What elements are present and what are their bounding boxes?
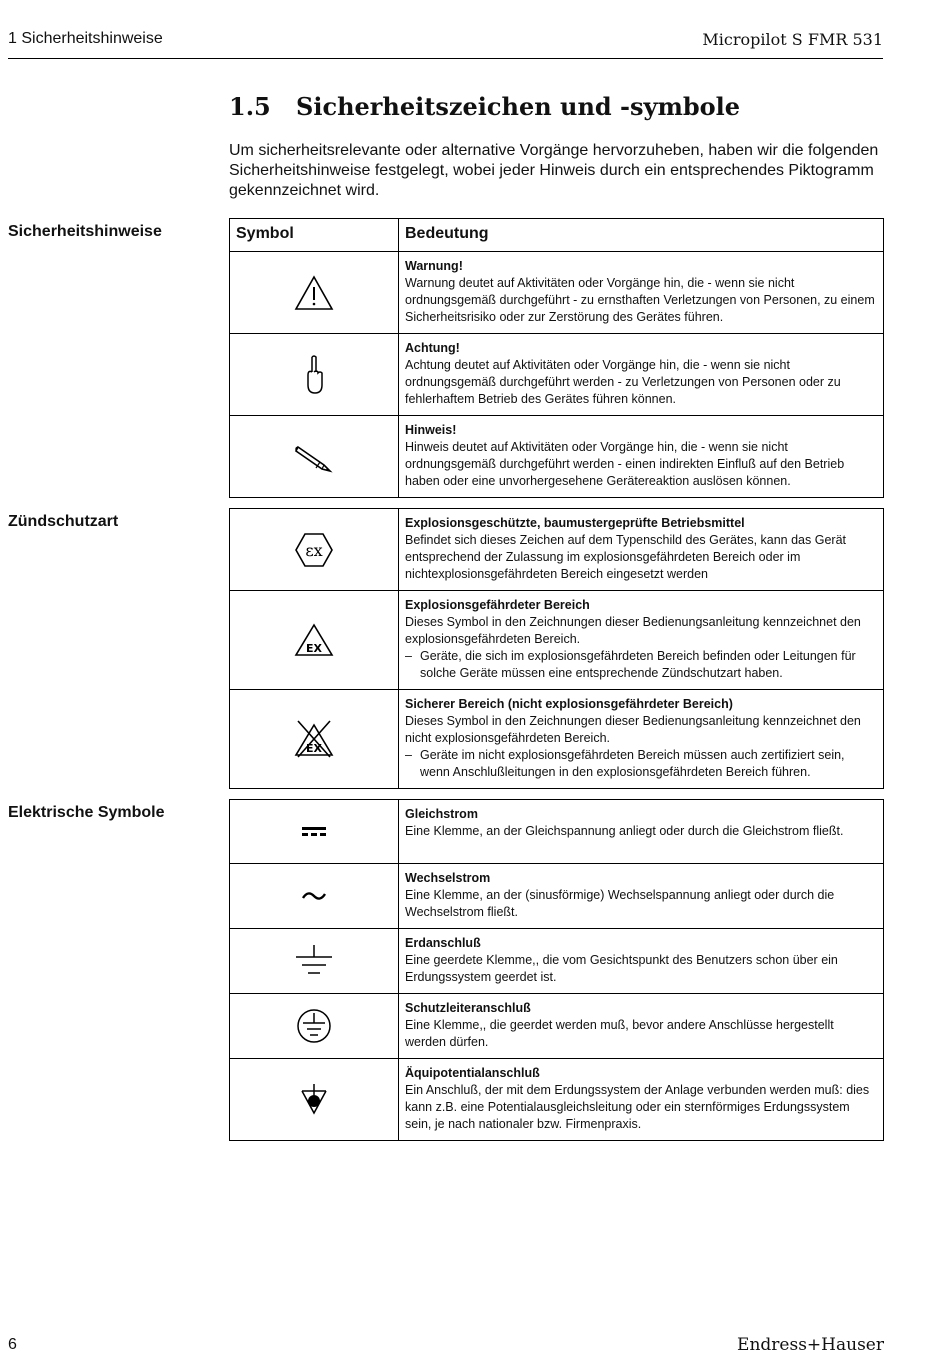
row-text: Eine Klemme, an der (sinusförmige) Wechselspannung anliegt oder durch die Wechselstrom fließt. <box>405 888 835 919</box>
alternating-current-icon <box>230 864 399 929</box>
row-text: Dieses Symbol in den Zeichnungen dieser Bedienungsanleitung kennzeichnet den nicht explosionsgefährdeten Bereich. <box>405 714 861 745</box>
table-row <box>230 416 884 498</box>
row-title: Explosionsgeschützte, baumustergeprüfte Betriebsmittel <box>405 516 745 530</box>
intro-paragraph: Um sicherheitsrelevante oder alternative Vorgänge hervorzuheben, haben wir die folgenden Sicherheitshinweise festgelegt, wobei jeder Hinweis durch ein entsprechendes Piktogramm gekennzeichnet wird. <box>229 142 879 199</box>
pencil-note-icon <box>230 416 399 498</box>
row-title: Wechselstrom <box>405 871 491 885</box>
safety-table <box>229 218 884 498</box>
header-chapter: 1 Sicherheitshinweise <box>8 30 163 47</box>
table-row <box>230 690 884 789</box>
header-product: Micropilot S FMR 531 <box>702 30 883 49</box>
attention-hand-icon <box>230 334 399 416</box>
row-text: Warnung deutet auf Aktivitäten oder Vorgänge hin, die - wenn sie nicht ordnungsgemäß durchgeführt - zu ernsthaften Verletzungen von Personen, zu einem Sicherheitsrisiko oder zur Zerstörung des Gerätes führen. <box>405 276 875 324</box>
row-text: Eine geerdete Klemme,, die vom Gesichtspunkt des Benutzers schon über ein Erdungssystem geerdet ist. <box>405 953 838 984</box>
row-text: Dieses Symbol in den Zeichnungen dieser Bedienungsanleitung kennzeichnet den explosionsgefährdeten Bereich. <box>405 615 861 646</box>
side-label-safety: Sicherheitshinweise <box>8 223 162 240</box>
table-row <box>230 591 884 690</box>
ground-icon <box>230 929 399 994</box>
table-row <box>230 800 884 864</box>
equipotential-icon <box>230 1059 399 1141</box>
header-symbol: Symbol <box>230 219 399 252</box>
ignition-table <box>229 508 884 789</box>
row-bullet: – Geräte, die sich im explosionsgefährdeten Bereich befinden oder Leitungen für solche Geräte müssen eine entsprechende Zündschutzart haben. <box>405 649 856 680</box>
table-row <box>230 334 884 416</box>
row-text: Ein Anschluß, der mit dem Erdungssystem der Anlage verbunden werden muß: dies kann z.B. eine Potentialausgleichsleitung oder ein sternförmiges Erdungssystem sein, je nach nationaler bzw. Firmenpraxis. <box>405 1083 870 1131</box>
table-row <box>230 1059 884 1141</box>
row-text: Hinweis deutet auf Aktivitäten oder Vorgänge hin, die - wenn sie nicht ordnungsgemäß durchgeführt werden - einen indirekten Einfluß auf den Betrieb haben oder eine unvorhergesehene Gerätereaktion auslösen können. <box>405 440 845 488</box>
row-title: Hinweis! <box>405 423 457 437</box>
row-bullet: – Geräte im nicht explosionsgefährdeten Bereich müssen auch zertifiziert sein, wenn Anschlußleitungen in den explosionsgefährdeten Bereich führen. <box>405 748 845 779</box>
page-header <box>8 28 883 59</box>
section-title <box>229 92 740 121</box>
ex-triangle-crossed-icon <box>230 690 399 789</box>
table-row <box>230 509 884 591</box>
table-row <box>230 252 884 334</box>
section-number: 1.5 <box>229 92 271 121</box>
row-text: Eine Klemme, an der Gleichspannung anliegt oder durch die Gleichstrom fließt. <box>405 824 844 838</box>
side-label-electrical: Elektrische Symbole <box>8 804 165 821</box>
table-row <box>230 994 884 1059</box>
protective-earth-icon <box>230 994 399 1059</box>
ex-triangle-icon <box>230 591 399 690</box>
direct-current-icon <box>230 800 399 864</box>
table-row <box>230 929 884 994</box>
svg-text:εx: εx <box>305 540 323 560</box>
row-text: Befindet sich dieses Zeichen auf dem Typenschild des Gerätes, kann das Gerät entsprechend der Zulassung im explosionsgefährdeten Bereich oder im nichtexplosionsgefährdeten Bereich eingesetzt werden <box>405 533 846 581</box>
ex-hexagon-icon <box>230 509 399 591</box>
warning-triangle-icon <box>230 252 399 334</box>
electrical-table <box>229 799 884 1141</box>
row-title: Erdanschluß <box>405 936 481 950</box>
row-title: Achtung! <box>405 341 460 355</box>
row-title: Gleichstrom <box>405 807 478 821</box>
row-title: Explosionsgefährdeter Bereich <box>405 598 590 612</box>
table-row <box>230 864 884 929</box>
row-text: Eine Klemme,, die geerdet werden muß, bevor andere Anschlüsse hergestellt werden dürfen. <box>405 1018 834 1049</box>
side-label-ignition: Zündschutzart <box>8 513 119 530</box>
brand-logo: Endress+Hauser <box>737 1335 884 1355</box>
page-number: 6 <box>8 1336 17 1353</box>
row-title: Schutzleiteranschluß <box>405 1001 531 1015</box>
section-heading: Sicherheitszeichen und -symbole <box>296 92 741 121</box>
row-title: Warnung! <box>405 259 463 273</box>
row-title: Äquipotentialanschluß <box>405 1066 540 1080</box>
table-header-row <box>230 219 884 252</box>
svg-text:EX: EX <box>306 642 322 655</box>
header-meaning: Bedeutung <box>399 219 884 252</box>
row-text: Achtung deutet auf Aktivitäten oder Vorgänge hin, die - wenn sie nicht ordnungsgemäß durchgeführt werden - zu Verletzungen von Personen oder zu fehlerhaftem Betrieb des Gerätes führen können. <box>405 358 841 406</box>
svg-text:EX: EX <box>306 742 322 755</box>
row-title: Sicherer Bereich (nicht explosionsgefährdeter Bereich) <box>405 697 733 711</box>
